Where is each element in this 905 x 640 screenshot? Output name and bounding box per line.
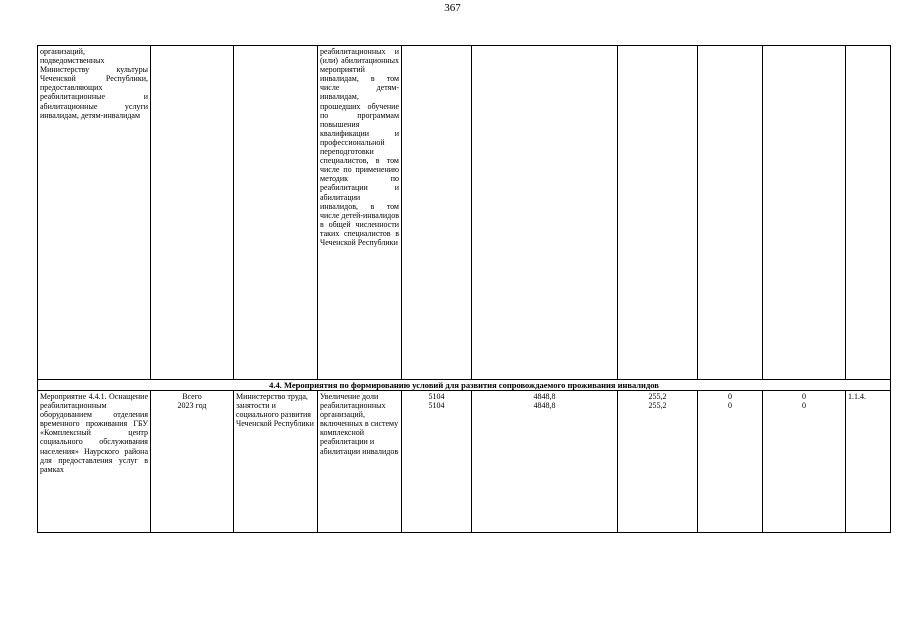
- other-funding-year: 0: [802, 401, 806, 411]
- cell-regional-funding: [618, 391, 698, 533]
- regional-funding-all: 255,2: [648, 392, 667, 401]
- cell-indicator: Увеличение доли реабилитационных организаций, включенных в систему комплексной реабилитации и абилитации инвалидов: [318, 391, 402, 533]
- cell-empty: [234, 46, 318, 380]
- cell-period: [151, 391, 234, 533]
- cell-organization-continuation: организаций, подведомственных Министерству культуры Чеченской Республики, предоставляющих реабилитационные и абилитационные услуги инвалидам, детям-инвалидам: [38, 46, 151, 380]
- cell-empty: [846, 46, 891, 380]
- cell-local-funding: [698, 391, 763, 533]
- cell-indicator-code: 1.1.4.: [846, 391, 891, 533]
- section-header-row: [38, 380, 891, 391]
- federal-funding-all: 4848,8: [533, 392, 556, 401]
- cell-measure-name: Мероприятие 4.4.1. Оснащение реабилитационным оборудованием отделения временного проживания ГБУ «Комплексный центр социального обслуживания населения» Наурского района для предоставления услуг в рамках: [38, 391, 151, 533]
- other-funding-all: 0: [802, 392, 806, 401]
- local-funding-year: 0: [728, 401, 732, 411]
- cell-executor: Министерство труда, занятости и социального развития Чеченской Республики: [234, 391, 318, 533]
- section-header: 4.4. Мероприятия по формированию условий для развития сопровождаемого проживания инвалидов: [38, 380, 891, 391]
- cell-empty: [402, 46, 472, 380]
- regional-funding-year: 255,2: [648, 401, 667, 411]
- cell-empty: [698, 46, 763, 380]
- program-measures-table: [37, 45, 891, 533]
- table-row-continuation: [38, 46, 891, 380]
- cell-total-funding: [402, 391, 472, 533]
- local-funding-all: 0: [728, 392, 732, 401]
- total-funding-all: 5104: [428, 392, 445, 401]
- cell-empty: [618, 46, 698, 380]
- cell-empty: [151, 46, 234, 380]
- federal-funding-year: 4848,8: [533, 401, 556, 411]
- cell-indicator-continuation: реабилитационных и (или) абилитационных мероприятий инвалидам, в том числе детям-инвалидам, прошедших обучение по программам повышения квалификации и профессиональной переподготовки специалистов, в том числе по применению методик по реабилитации и абилитации инвалидов, в том числе детей-инвалидов в общей численности таких специалистов в Чеченской Республики: [318, 46, 402, 380]
- page-number: 367: [444, 2, 461, 14]
- total-funding-year: 5104: [428, 401, 445, 411]
- cell-empty: [763, 46, 846, 380]
- period-year: 2023 год: [177, 401, 207, 411]
- cell-federal-funding: [472, 391, 618, 533]
- table-row-measure: [38, 391, 891, 533]
- cell-other-funding: [763, 391, 846, 533]
- cell-empty: [472, 46, 618, 380]
- period-total: Всего: [182, 392, 202, 401]
